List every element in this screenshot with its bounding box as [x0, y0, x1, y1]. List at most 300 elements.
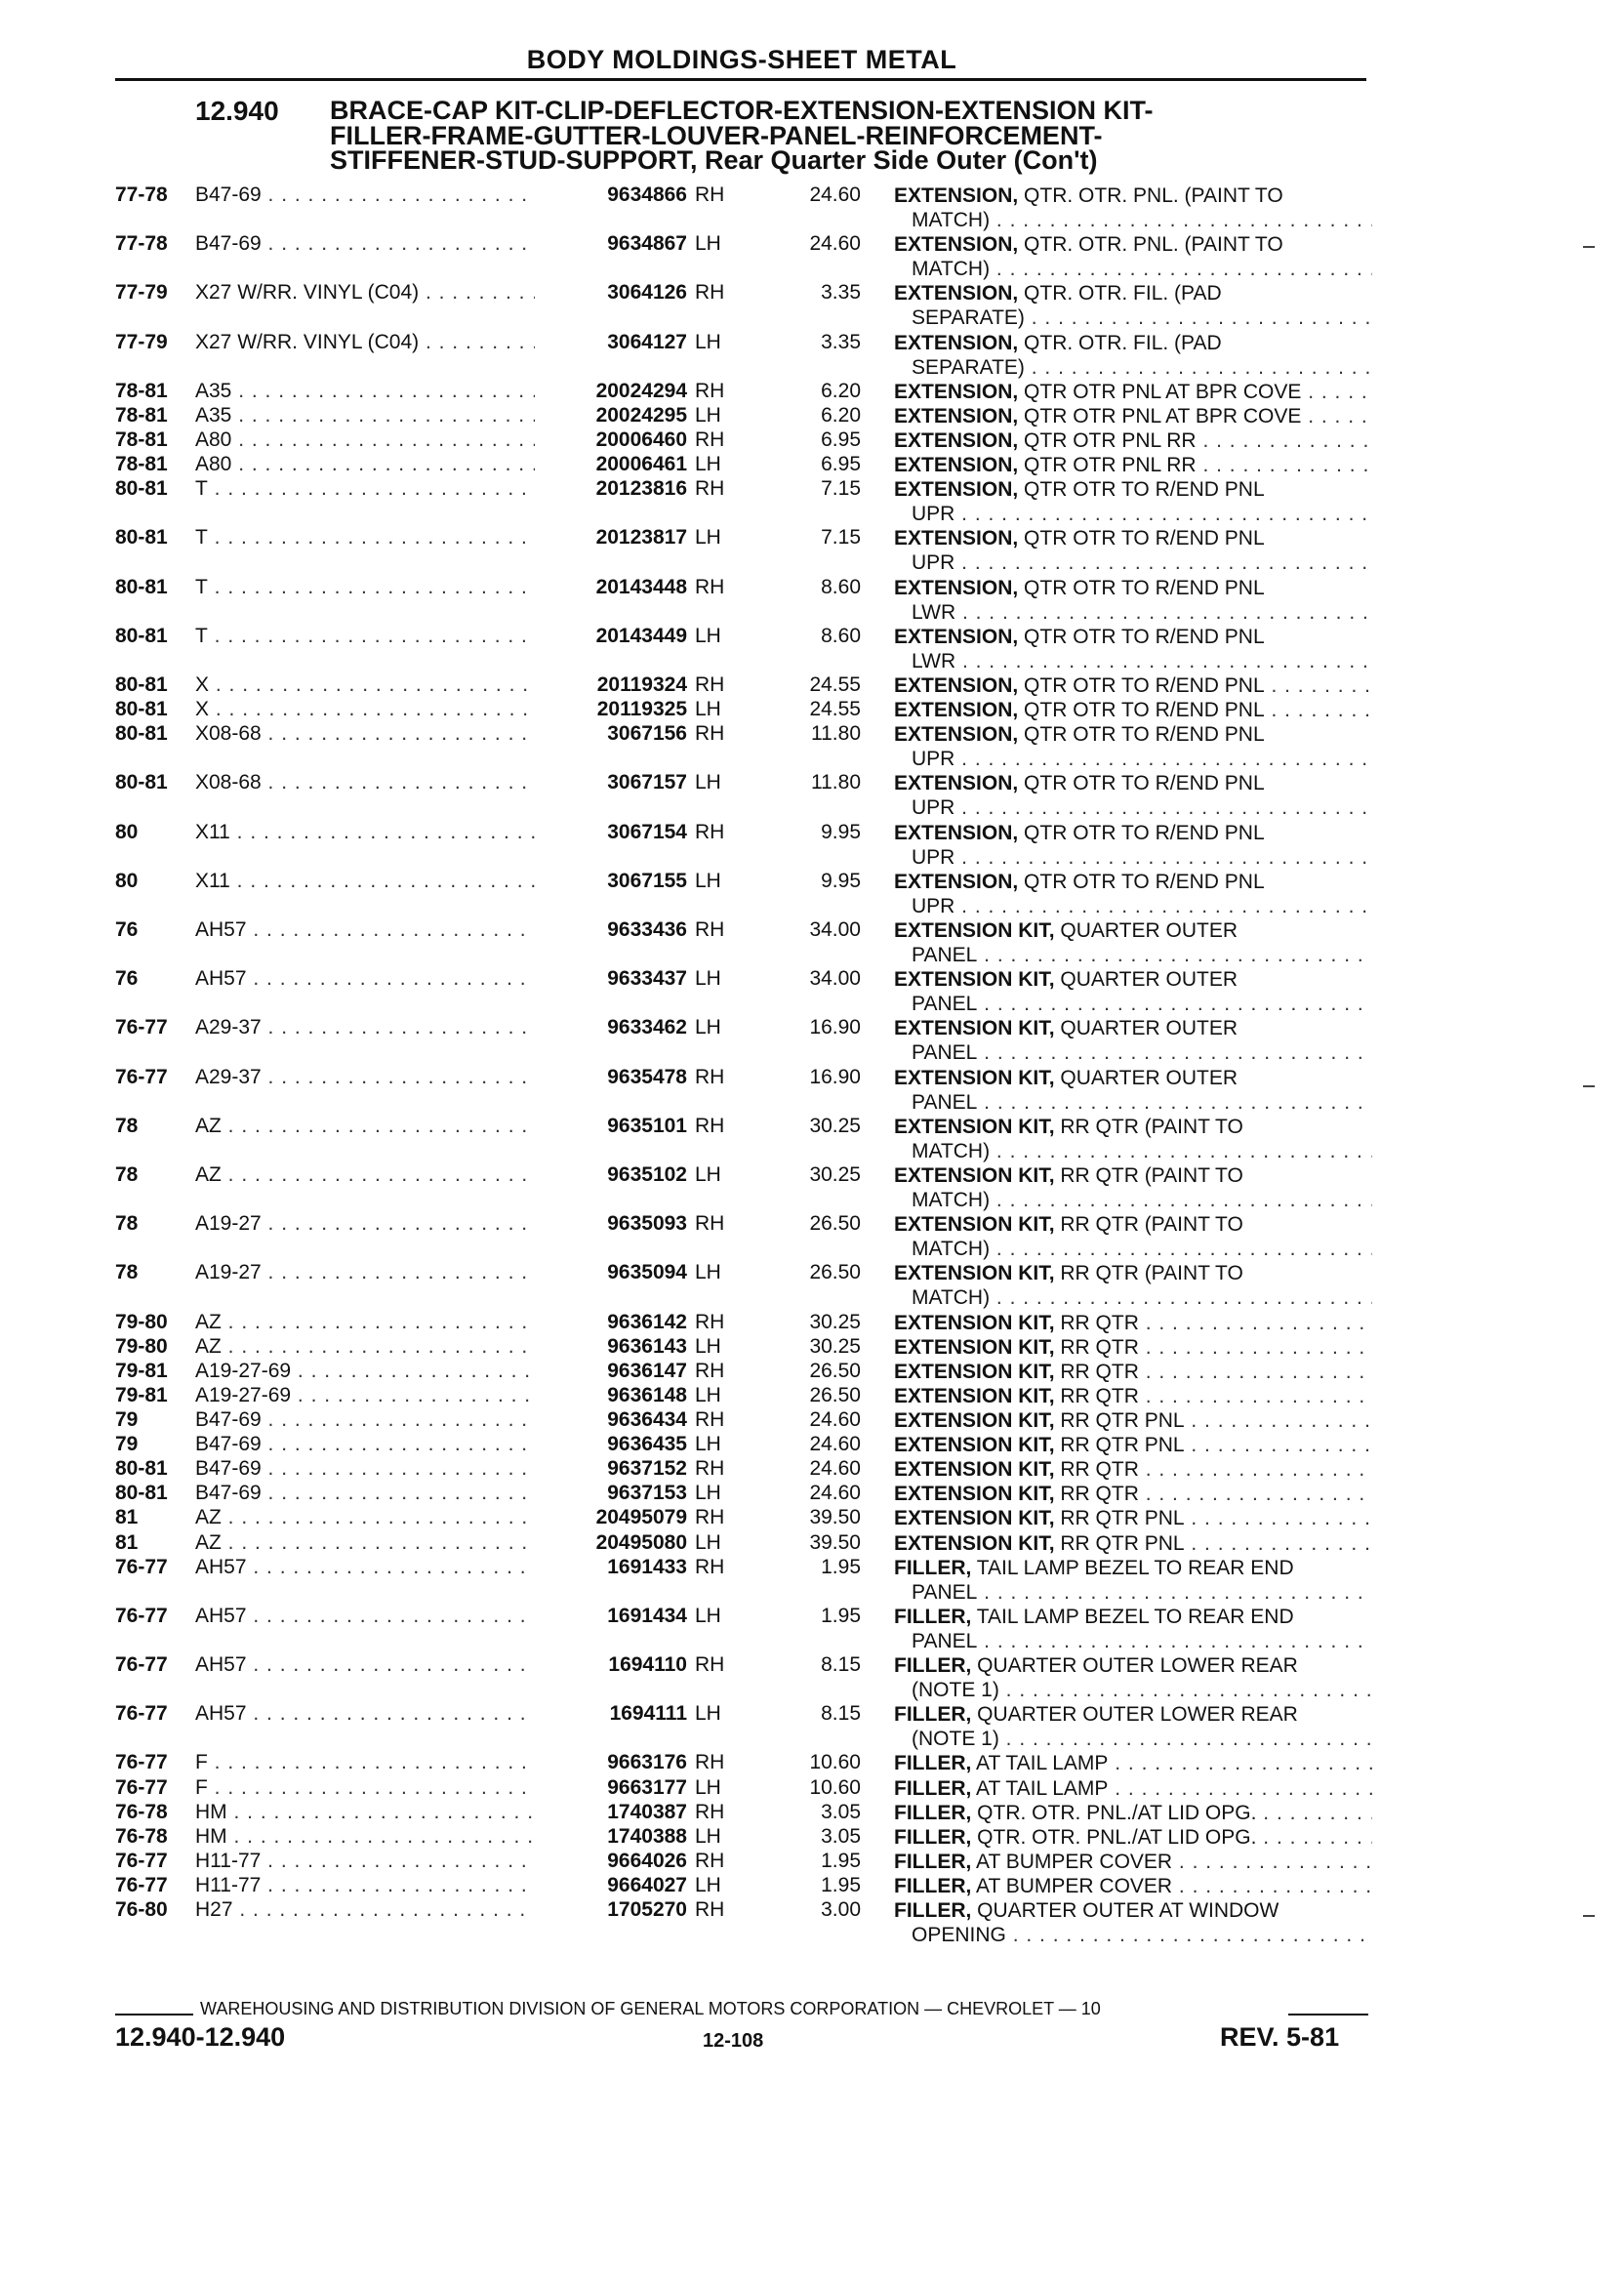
description: [894, 1776, 1372, 1801]
side: RH: [695, 1212, 725, 1236]
part-number: 9634866: [535, 183, 687, 207]
side: LH: [695, 1530, 721, 1554]
model-years: 76-78: [115, 1800, 168, 1823]
price: 8.15: [821, 1702, 861, 1726]
model-code: A19-27 . . .: [195, 1212, 537, 1236]
model-years: 76-77: [115, 1702, 168, 1726]
description-line-1: QTR OTR PNL RR: [1018, 429, 1197, 452]
model-code: AH57 . . .: [195, 1702, 537, 1726]
model-years: 76-77: [115, 1873, 168, 1896]
side: RH: [695, 1898, 725, 1921]
part-term: EXTENSION KIT,: [894, 1066, 1055, 1089]
description-line-2: LWR . . .: [894, 600, 1372, 625]
part-number: 3064127: [535, 331, 687, 354]
part-term: EXTENSION KIT,: [894, 1213, 1055, 1237]
description: [894, 1702, 1372, 1751]
side: LH: [695, 771, 721, 794]
model-years: 79-80: [115, 1310, 168, 1333]
description-line-1: QTR OTR TO R/END PNL: [1018, 625, 1265, 648]
model-years: 76-77: [115, 1604, 168, 1627]
description-line-1: QUARTER OUTER: [1054, 1066, 1238, 1089]
model-years: 79: [115, 1433, 139, 1456]
part-number: 9633436: [535, 918, 687, 942]
description: [894, 1360, 1372, 1384]
description: [894, 1384, 1372, 1408]
model-years: 77-78: [115, 232, 168, 256]
model-years: 78: [115, 1163, 139, 1186]
side: RH: [695, 1310, 725, 1333]
model-code: X . . .: [195, 673, 537, 697]
model-code: T . . .: [195, 477, 537, 501]
description-line-1: QUARTER OUTER LOWER REAR: [971, 1654, 1298, 1677]
model-code: X11 . . .: [195, 821, 537, 844]
description: [894, 1335, 1372, 1360]
part-term: FILLER,: [894, 1899, 972, 1922]
part-term: EXTENSION KIT,: [894, 1483, 1055, 1506]
model-years: 80-81: [115, 1457, 168, 1481]
description: [894, 1212, 1372, 1261]
part-term: EXTENSION KIT,: [894, 1311, 1055, 1334]
description-line-1: QTR. OTR. FIL. (PAD: [1018, 331, 1222, 354]
description-line-1: QTR OTR TO R/END PNL: [1018, 821, 1265, 844]
model-code: AH57 . . .: [195, 1605, 537, 1628]
description-line-2: SEPARATE) . . .: [894, 305, 1372, 330]
part-number: 9637153: [535, 1482, 687, 1505]
side: RH: [695, 428, 725, 451]
model-code: A35 . . .: [195, 404, 537, 428]
model-years: 79-81: [115, 1359, 168, 1382]
model-code: AH57 . . .: [195, 918, 537, 942]
model-years: 76: [115, 918, 139, 941]
description-line-1: RR QTR (PAINT TO: [1054, 1164, 1243, 1187]
table-row: [0, 1605, 1624, 1653]
description-line-2: OPENING . . .: [894, 1923, 1372, 1947]
model-code: A35 . . .: [195, 380, 537, 403]
model-years: 78: [115, 1261, 139, 1284]
part-number: 9636435: [535, 1433, 687, 1456]
description-line-2: UPR . . .: [894, 845, 1372, 870]
side: RH: [695, 1065, 725, 1088]
part-term: FILLER,: [894, 1556, 972, 1579]
part-number: 3067156: [535, 722, 687, 746]
part-term: EXTENSION KIT,: [894, 1507, 1055, 1530]
part-number: 1705270: [535, 1898, 687, 1922]
side: RH: [695, 1555, 725, 1578]
description-line-1: QUARTER OUTER AT WINDOW: [971, 1899, 1279, 1922]
price: 1.95: [821, 1555, 861, 1578]
description: [894, 1605, 1372, 1653]
footer-revision: REV. 5-81: [1220, 2022, 1340, 2052]
side: RH: [695, 722, 725, 746]
description-line-1: QTR OTR TO R/END PNL: [1018, 576, 1265, 599]
footer-section-range: 12.940-12.940: [115, 2022, 286, 2052]
description-line-1: QTR OTR PNL AT BPR COVE: [1018, 380, 1302, 403]
table-row: [0, 967, 1624, 1016]
part-number: 1740387: [535, 1801, 687, 1824]
part-term: EXTENSION,: [894, 454, 1019, 477]
part-term: EXTENSION,: [894, 184, 1019, 207]
price: 1.95: [821, 1604, 861, 1627]
part-term: EXTENSION,: [894, 282, 1019, 305]
description: [894, 477, 1372, 526]
part-number: 3064126: [535, 281, 687, 305]
description-line-1: QTR. OTR. PNL./AT LID OPG.: [971, 1801, 1257, 1824]
description-line-2: UPR . . .: [894, 894, 1372, 918]
model-code: X . . .: [195, 698, 537, 721]
price: 6.20: [821, 403, 861, 427]
side: LH: [695, 1334, 721, 1358]
part-number: 9635093: [535, 1212, 687, 1236]
part-term: EXTENSION,: [894, 699, 1019, 722]
model-years: 80: [115, 820, 139, 843]
model-years: 80-81: [115, 575, 168, 598]
description-line-1: AT BUMPER COVER: [971, 1850, 1173, 1873]
model-code: T . . .: [195, 526, 537, 550]
side: LH: [695, 1261, 721, 1284]
part-term: EXTENSION,: [894, 576, 1019, 599]
part-number: 20024295: [535, 404, 687, 428]
model-years: 80-81: [115, 771, 168, 794]
table-row: [0, 1898, 1624, 1947]
model-years: 76-80: [115, 1898, 168, 1921]
part-number: 20006460: [535, 428, 687, 452]
part-number: 20143449: [535, 625, 687, 648]
part-term: EXTENSION,: [894, 429, 1019, 452]
price: 8.15: [821, 1653, 861, 1676]
model-code: AH57 . . .: [195, 1556, 537, 1579]
model-code: B47-69 . . .: [195, 1482, 537, 1505]
part-number: 9663176: [535, 1751, 687, 1774]
part-number: 9636434: [535, 1408, 687, 1432]
price: 8.60: [821, 624, 861, 647]
model-code: AZ . . .: [195, 1163, 537, 1187]
part-number: 3067154: [535, 821, 687, 844]
model-years: 79-81: [115, 1383, 168, 1406]
part-number: 20119325: [535, 698, 687, 721]
model-years: 80-81: [115, 722, 168, 746]
description: [894, 918, 1372, 967]
part-term: EXTENSION,: [894, 380, 1019, 403]
part-term: EXTENSION KIT,: [894, 919, 1055, 942]
price: 6.95: [821, 428, 861, 451]
part-term: EXTENSION KIT,: [894, 1164, 1055, 1187]
description-line-1: QTR OTR PNL RR: [1018, 454, 1197, 477]
side: LH: [695, 453, 721, 476]
part-number: 1694111: [535, 1702, 687, 1726]
price: 26.50: [809, 1359, 861, 1382]
price: 10.60: [809, 1751, 861, 1774]
model-years: 76-77: [115, 1016, 168, 1039]
price: 30.25: [809, 1310, 861, 1333]
description-line-1: RR QTR: [1054, 1335, 1139, 1359]
part-term: FILLER,: [894, 1850, 972, 1873]
side: LH: [695, 526, 721, 550]
part-number: 9636147: [535, 1360, 687, 1383]
price: 39.50: [809, 1506, 861, 1529]
model-years: 80-81: [115, 1482, 168, 1505]
price: 10.60: [809, 1775, 861, 1799]
model-years: 76-77: [115, 1751, 168, 1774]
part-term: EXTENSION,: [894, 478, 1019, 502]
part-number: 20024294: [535, 380, 687, 403]
part-term: EXTENSION KIT,: [894, 1335, 1055, 1359]
model-code: H27 . . .: [195, 1898, 537, 1922]
side: LH: [695, 403, 721, 427]
description-line-1: RR QTR (PAINT TO: [1054, 1262, 1243, 1285]
description: [894, 698, 1372, 722]
description-line-1: TAIL LAMP BEZEL TO REAR END: [971, 1605, 1294, 1628]
part-term: FILLER,: [894, 1703, 972, 1727]
table-row: [0, 821, 1624, 870]
part-term: EXTENSION,: [894, 821, 1019, 844]
description-line-1: QTR OTR TO R/END PNL: [1018, 527, 1265, 550]
side: LH: [695, 1873, 721, 1896]
model-code: X08-68 . . .: [195, 722, 537, 746]
footer-rule-left: [115, 2014, 193, 2015]
description: [894, 232, 1372, 281]
description-line-2: MATCH) . . .: [894, 1285, 1372, 1310]
table-row: [0, 1212, 1624, 1261]
part-number: 1694110: [535, 1653, 687, 1677]
description-line-2: UPR . . .: [894, 795, 1372, 820]
model-code: B47-69 . . .: [195, 1457, 537, 1481]
price: 26.50: [809, 1383, 861, 1406]
price: 24.60: [809, 1482, 861, 1505]
description: [894, 526, 1372, 575]
margin-mark: [1583, 1915, 1595, 1917]
description-line-1: QTR OTR TO R/END PNL: [1018, 772, 1265, 795]
description-line-2: PANEL . . .: [894, 943, 1372, 967]
part-term: EXTENSION KIT,: [894, 1262, 1055, 1285]
description: [894, 1751, 1372, 1775]
part-number: 9636142: [535, 1311, 687, 1334]
side: RH: [695, 477, 725, 501]
table-row: [0, 1066, 1624, 1115]
part-number: 9635102: [535, 1163, 687, 1187]
model-years: 76-77: [115, 1653, 168, 1676]
part-term: EXTENSION,: [894, 870, 1019, 893]
price: 6.95: [821, 453, 861, 476]
description-line-1: QTR OTR TO R/END PNL: [1018, 723, 1265, 747]
model-years: 81: [115, 1506, 139, 1529]
part-number: 9663177: [535, 1776, 687, 1800]
part-number: 9635094: [535, 1261, 687, 1284]
price: 26.50: [809, 1212, 861, 1236]
description-line-2: UPR . . .: [894, 747, 1372, 771]
part-term: EXTENSION,: [894, 331, 1019, 354]
price: 6.20: [821, 379, 861, 402]
price: 3.05: [821, 1824, 861, 1848]
description-line-1: QTR. OTR. PNL. (PAINT TO: [1018, 184, 1283, 207]
description: [894, 1506, 1372, 1530]
table-row: [0, 918, 1624, 967]
description-line-1: QUARTER OUTER: [1054, 1017, 1238, 1040]
description-line-1: QTR OTR TO R/END PNL: [1018, 478, 1265, 502]
model-code: A29-37 . . .: [195, 1016, 537, 1039]
part-term: FILLER,: [894, 1654, 972, 1677]
side: RH: [695, 1457, 725, 1481]
description-line-1: QTR OTR TO R/END PNL: [1018, 699, 1265, 722]
side: RH: [695, 918, 725, 941]
part-number: 3067155: [535, 870, 687, 893]
table-row: [0, 281, 1624, 330]
description-line-1: QTR OTR TO R/END PNL: [1018, 674, 1265, 697]
description: [894, 428, 1372, 453]
description-line-2: LWR . . .: [894, 649, 1372, 673]
model-years: 76-77: [115, 1065, 168, 1088]
description-line-1: QTR. OTR. PNL./AT LID OPG.: [971, 1825, 1257, 1849]
part-term: EXTENSION KIT,: [894, 1531, 1055, 1555]
price: 30.25: [809, 1334, 861, 1358]
description-line-1: RR QTR: [1054, 1384, 1139, 1407]
side: LH: [695, 967, 721, 991]
table-row: [0, 526, 1624, 575]
description-line-1: QTR. OTR. PNL. (PAINT TO: [1018, 233, 1283, 257]
price: 24.60: [809, 1408, 861, 1431]
table-row: [0, 232, 1624, 281]
table-row: [0, 1702, 1624, 1751]
model-years: 78-81: [115, 453, 168, 476]
description: [894, 380, 1372, 404]
part-number: 20495079: [535, 1506, 687, 1529]
model-years: 80-81: [115, 673, 168, 696]
description: [894, 1163, 1372, 1212]
model-years: 76-77: [115, 1849, 168, 1872]
footer-page-number: 12-108: [703, 2030, 764, 2052]
side: RH: [695, 673, 725, 696]
description-line-1: QTR. OTR. FIL. (PAD: [1018, 282, 1222, 305]
description: [894, 1825, 1372, 1850]
part-term: EXTENSION KIT,: [894, 1409, 1055, 1432]
description-line-2: PANEL . . .: [894, 1629, 1372, 1653]
side: RH: [695, 379, 725, 402]
part-number: 20495080: [535, 1531, 687, 1555]
description-line-1: RR QTR (PAINT TO: [1054, 1213, 1243, 1237]
description: [894, 1261, 1372, 1310]
description: [894, 183, 1372, 232]
price: 7.15: [821, 477, 861, 501]
description-line-2: (NOTE 1) . . .: [894, 1678, 1372, 1702]
description: [894, 1016, 1372, 1065]
section-number: 12.940: [195, 96, 279, 126]
model-code: B47-69 . . .: [195, 1408, 537, 1432]
part-number: 9634867: [535, 232, 687, 256]
part-number: 9637152: [535, 1457, 687, 1481]
part-number: 9635101: [535, 1115, 687, 1138]
part-number: 3067157: [535, 771, 687, 794]
side: RH: [695, 1751, 725, 1774]
description-line-1: AT BUMPER COVER: [971, 1874, 1173, 1897]
part-term: EXTENSION KIT,: [894, 1017, 1055, 1040]
model-code: AZ . . .: [195, 1531, 537, 1555]
price: 1.95: [821, 1849, 861, 1872]
side: LH: [695, 869, 721, 892]
model-code: H11-77 . . .: [195, 1850, 537, 1873]
table-row: [0, 870, 1624, 918]
price: 24.55: [809, 673, 861, 696]
description-line-1: QTR OTR TO R/END PNL: [1018, 870, 1265, 893]
model-years: 81: [115, 1530, 139, 1554]
description: [894, 1801, 1372, 1825]
model-code: A80 . . .: [195, 453, 537, 476]
side: RH: [695, 575, 725, 598]
footer-division-line: WAREHOUSING AND DISTRIBUTION DIVISION OF GENERAL MOTORS CORPORATION — CHEVROLET — 10: [200, 1999, 1101, 2018]
description-line-1: RR QTR: [1054, 1458, 1139, 1482]
table-row: [0, 1163, 1624, 1212]
price: 9.95: [821, 820, 861, 843]
side: LH: [695, 1433, 721, 1456]
side: LH: [695, 1775, 721, 1799]
description-line-2: MATCH) . . .: [894, 208, 1372, 232]
description-line-2: PANEL . . .: [894, 1090, 1372, 1115]
part-term: FILLER,: [894, 1825, 972, 1849]
description-line-2: UPR . . .: [894, 502, 1372, 526]
model-years: 79-80: [115, 1334, 168, 1358]
part-number: 9636143: [535, 1335, 687, 1359]
description: [894, 1408, 1372, 1433]
side: LH: [695, 232, 721, 256]
title-rule: [115, 78, 1366, 81]
model-code: A19-27-69 . . .: [195, 1384, 537, 1407]
footer-rule-right: [1288, 2014, 1368, 2015]
price: 9.95: [821, 869, 861, 892]
price: 3.35: [821, 281, 861, 305]
price: 11.80: [811, 722, 861, 746]
price: 3.00: [821, 1898, 861, 1921]
description: [894, 722, 1372, 771]
description-line-2: UPR . . .: [894, 550, 1372, 575]
model-years: 78-81: [115, 403, 168, 427]
model-code: AZ . . .: [195, 1115, 537, 1138]
description: [894, 673, 1372, 698]
part-term: EXTENSION KIT,: [894, 1360, 1055, 1383]
model-code: A80 . . .: [195, 428, 537, 452]
price: 8.60: [821, 575, 861, 598]
description: [894, 967, 1372, 1016]
side: RH: [695, 281, 725, 305]
price: 3.05: [821, 1800, 861, 1823]
model-years: 77-79: [115, 281, 168, 305]
table-row: [0, 331, 1624, 380]
part-term: EXTENSION,: [894, 625, 1019, 648]
side: LH: [695, 1482, 721, 1505]
model-years: 76-77: [115, 1555, 168, 1578]
model-code: HM . . .: [195, 1825, 537, 1849]
part-number: 9664027: [535, 1874, 687, 1897]
description-line-1: AT TAIL LAMP: [971, 1752, 1109, 1775]
model-code: T . . .: [195, 625, 537, 648]
description: [894, 1066, 1372, 1115]
side: RH: [695, 820, 725, 843]
model-code: H11-77 . . .: [195, 1874, 537, 1897]
side: LH: [695, 1604, 721, 1627]
model-code: X11 . . .: [195, 870, 537, 893]
description: [894, 331, 1372, 380]
description-line-1: RR QTR PNL: [1054, 1434, 1185, 1457]
model-code: F . . .: [195, 1751, 537, 1774]
model-years: 80-81: [115, 526, 168, 550]
part-number: 9633462: [535, 1016, 687, 1039]
part-number: 9636148: [535, 1384, 687, 1407]
part-term: EXTENSION KIT,: [894, 1384, 1055, 1407]
model-code: B47-69 . . .: [195, 183, 537, 207]
model-years: 80-81: [115, 698, 168, 721]
description: [894, 1874, 1372, 1898]
side: RH: [695, 1800, 725, 1823]
price: 24.60: [809, 1457, 861, 1481]
description-line-1: RR QTR (PAINT TO: [1054, 1115, 1243, 1138]
side: RH: [695, 1653, 725, 1676]
